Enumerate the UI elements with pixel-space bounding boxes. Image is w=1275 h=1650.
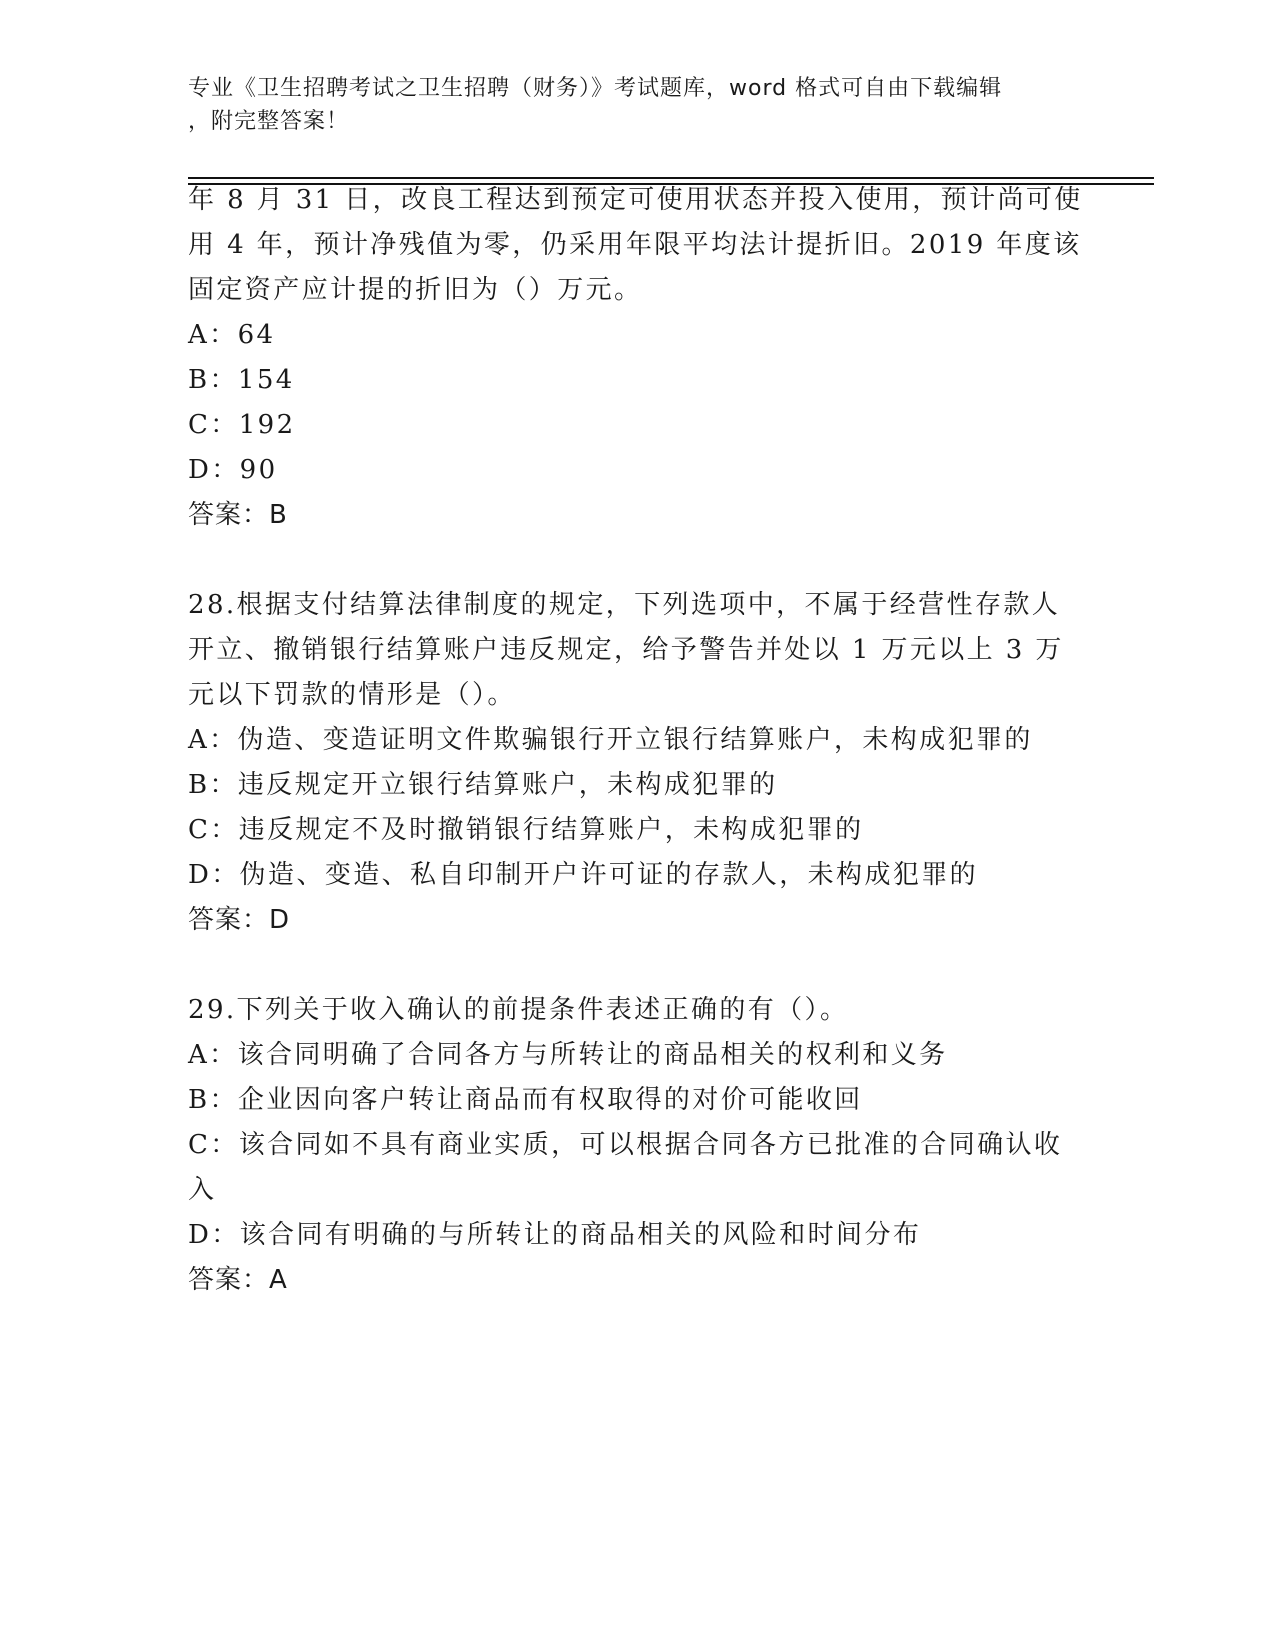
- question-29-answer: 答案：A: [188, 1265, 288, 1295]
- question-28-option-a: A：伪造、变造证明文件欺骗银行开立银行结算账户，未构成犯罪的: [188, 725, 1033, 755]
- question-29-option-a: A：该合同明确了合同各方与所转让的商品相关的权利和义务: [188, 1040, 948, 1070]
- question-27-option-b: B：154: [188, 365, 295, 395]
- question-27-stem-line-1: 年 8 月 31 日，改良工程达到预定可使用状态并投入使用，预计尚可使: [188, 185, 1083, 215]
- question-29-option-c: C：该合同如不具有商业实质，可以根据合同各方已批准的合同确认收: [188, 1130, 1063, 1160]
- question-27-stem-line-3: 固定资产应计提的折旧为（）万元。: [188, 275, 643, 305]
- question-27-option-c: C：192: [188, 410, 296, 440]
- question-28-option-c: C：违反规定不及时撤销银行结算账户，未构成犯罪的: [188, 815, 864, 845]
- question-28-option-b: B：违反规定开立银行结算账户，未构成犯罪的: [188, 770, 778, 800]
- question-29-option-b: B：企业因向客户转让商品而有权取得的对价可能收回: [188, 1085, 863, 1115]
- header-line-2: ，附完整答案！: [188, 109, 350, 134]
- question-29: [188, 988, 1088, 1303]
- question-list: [188, 178, 1088, 1303]
- question-27-option-a: A：64: [188, 320, 276, 350]
- spacer: [188, 943, 1088, 988]
- document-header: [188, 72, 1088, 138]
- question-28-stem-line-3: 元以下罚款的情形是（）。: [188, 680, 516, 710]
- question-29-option-d: D：该合同有明确的与所转让的商品相关的风险和时间分布: [188, 1220, 922, 1250]
- question-28-answer: 答案：D: [188, 905, 291, 935]
- question-27-option-d: D：90: [188, 455, 278, 485]
- question-28-stem-line-2: 开立、撤销银行结算账户违反规定，给予警告并处以 1 万元以上 3 万: [188, 635, 1064, 665]
- question-27: [188, 178, 1088, 538]
- question-27-stem-line-2: 用 4 年，预计净残值为零，仍采用年限平均法计提折旧。2019 年度该: [188, 230, 1082, 260]
- question-28: [188, 583, 1088, 943]
- question-29-option-c-continued: 入: [188, 1175, 217, 1205]
- header-line-1: 专业《卫生招聘考试之卫生招聘（财务）》考试题库，word 格式可自由下载编辑: [188, 76, 1003, 101]
- question-28-option-d: D：伪造、变造、私自印制开户许可证的存款人，未构成犯罪的: [188, 860, 979, 890]
- question-28-stem-line-1: 28.根据支付结算法律制度的规定，下列选项中，不属于经营性存款人: [188, 590, 1061, 620]
- question-27-answer: 答案：B: [188, 500, 288, 530]
- question-29-stem-line-1: 29.下列关于收入确认的前提条件表述正确的有（）。: [188, 995, 849, 1025]
- spacer: [188, 538, 1088, 583]
